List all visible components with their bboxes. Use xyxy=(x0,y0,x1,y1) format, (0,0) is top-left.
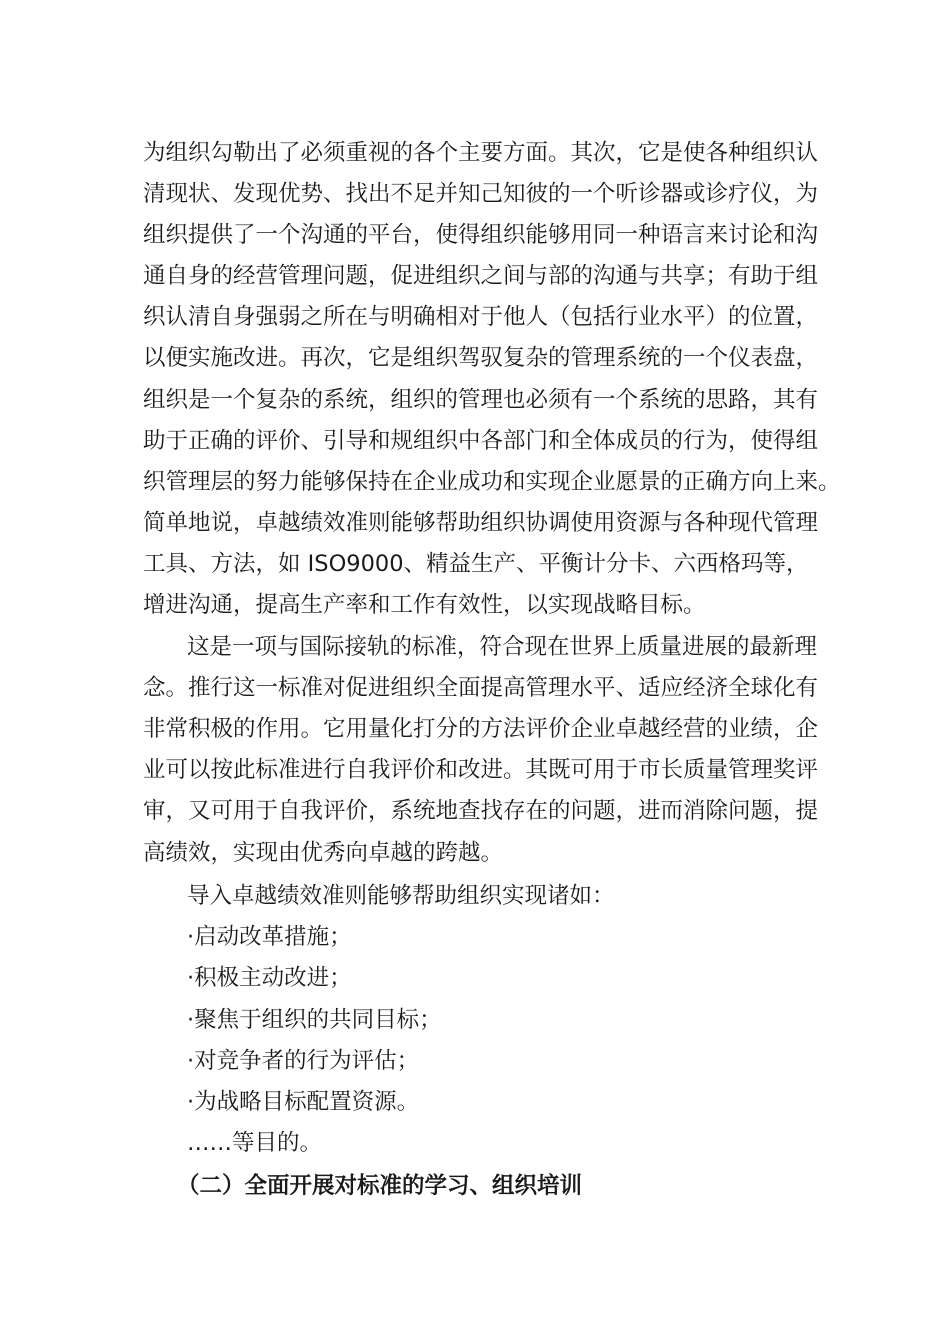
text-line: 为组织勾勒出了必须重视的各个主要方面。其次，它是使各种组织认 xyxy=(143,140,819,166)
section-heading: （二）全面开展对标准的学习、组织培训 xyxy=(177,1173,583,1199)
text-line: 织管理层的努力能够保持在企业成功和实现企业愿景的正确方向上来。 xyxy=(143,469,841,495)
text-line: 清现状、发现优势、找出不足并知己知彼的一个听诊器或诊疗仪，为 xyxy=(143,181,819,207)
list-item: ·对竞争者的行为评估； xyxy=(187,1048,420,1074)
text-line: 非常积极的作用。它用量化打分的方法评价企业卓越经营的业绩，企 xyxy=(143,716,819,742)
list-intro: 导入卓越绩效准则能够帮助组织实现诸如： xyxy=(187,883,615,909)
text-line: 这是一项与国际接轨的标准，符合现在世界上质量进展的最新理 xyxy=(187,634,818,660)
text-line: 通自身的经营管理问题，促进组织之间与部的沟通与共享；有助于组 xyxy=(143,263,819,289)
text-line: 助于正确的评价、引导和规组织中各部门和全体成员的行为，使得组 xyxy=(143,428,819,454)
list-item: ·启动改革措施； xyxy=(187,924,352,950)
text-line: 高绩效，实现由优秀向卓越的跨越。 xyxy=(143,840,504,866)
list-tail: ……等目的。 xyxy=(187,1130,323,1156)
list-item: ·为战略目标配置资源。 xyxy=(187,1089,420,1115)
text-line: 简单地说，卓越绩效准则能够帮助组织协调使用资源与各种现代管理 xyxy=(143,510,819,536)
text-line: 组织是一个复杂的系统，组织的管理也必须有一个系统的思路，其有 xyxy=(143,387,819,413)
list-item: ·聚焦于组织的共同目标； xyxy=(187,1007,442,1033)
text-line: 审，又可用于自我评价，系统地查找存在的问题，进而消除问题，提 xyxy=(143,798,819,824)
list-item: ·积极主动改进； xyxy=(187,965,352,991)
text-line: 以便实施改进。再次，它是组织驾驭复杂的管理系统的一个仪表盘， xyxy=(143,345,819,371)
text-line: 业可以按此标准进行自我评价和改进。其既可用于市长质量管理奖评 xyxy=(143,757,819,783)
text-line: 工具、方法，如 ISO9000、精益生产、平衡计分卡、六西格玛等， xyxy=(143,551,809,577)
text-line: 增进沟通，提高生产率和工作有效性，以实现战略目标。 xyxy=(143,592,706,618)
text-line: 组织提供了一个沟通的平台，使得组织能够用同一种语言来讨论和沟 xyxy=(143,222,819,248)
text-line: 织认清自身强弱之所在与明确相对于他人（包括行业水平）的位置， xyxy=(143,304,819,330)
text-line: 念。推行这一标准对促进组织全面提高管理水平、适应经济全球化有 xyxy=(143,675,819,701)
